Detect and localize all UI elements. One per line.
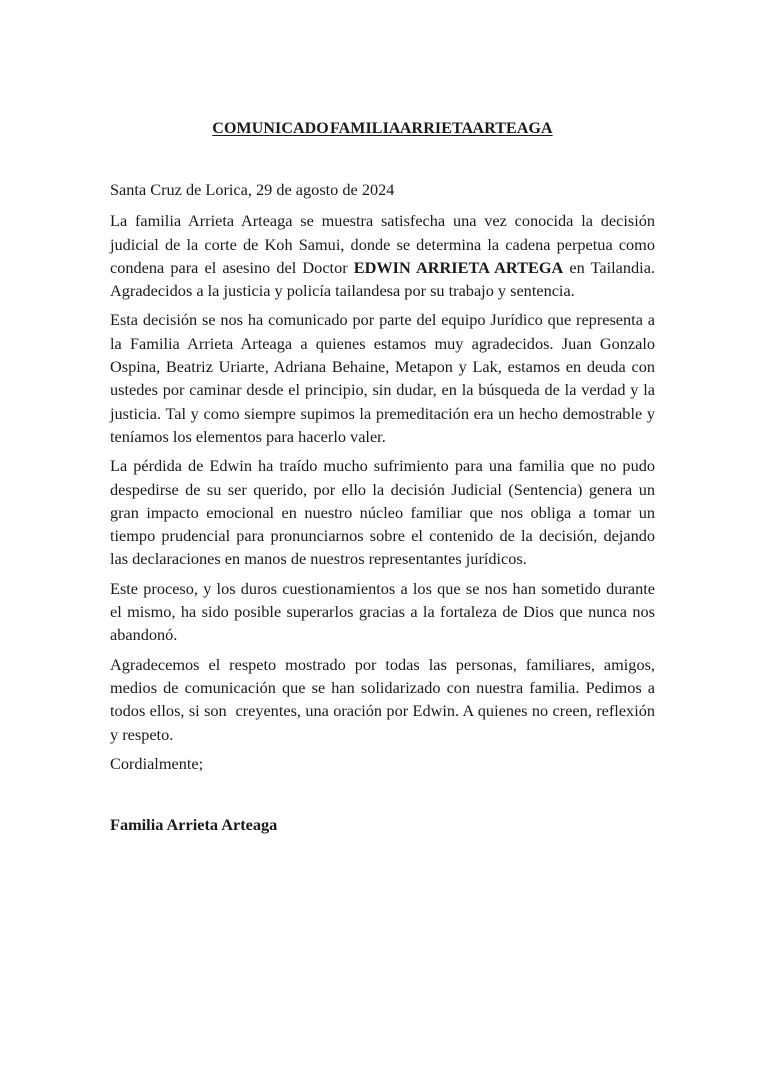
paragraph: [110, 577, 655, 647]
paragraph: [110, 653, 655, 746]
document-body: [110, 209, 655, 746]
text-segment: Agradecemos el respeto mostrado por todas las personas, familiares, amigos, medios de comunicación que se han solidarizado con nuestra familia. Pedimos a todos ellos, si son creyentes, una oración por Edwin. A quienes no creen, reflexión y respeto.: [110, 654, 655, 744]
signature-line: Familia Arrieta Arteaga: [110, 815, 278, 835]
closing-line: Cordialmente;: [110, 753, 204, 773]
paragraph: [110, 308, 655, 448]
text-segment: en Tailandia. Agradecidos a la justicia y policía tailandesa por su trabajo y sentencia.: [110, 257, 655, 301]
text-segment: La familia Arrieta Arteaga se muestra satisfecha una vez conocida la decisión judicial de la corte de Koh Samui, donde se determina la cadena perpetua como condena para el asesino del Doctor: [110, 211, 655, 277]
document-title: COMUNICADO FAMILIA ARRIETA ARTEAGA: [212, 120, 553, 137]
bold-text-segment: EDWIN ARRIETA ARTEGA: [353, 257, 564, 277]
paragraph: [110, 209, 655, 302]
paragraph: [110, 454, 655, 570]
text-segment: La pérdida de Edwin ha traído mucho sufrimiento para una familia que no pudo despedirse de su ser querido, por ello la decisión Judicial (Sentencia) genera un gran impacto emocional en nuestro núcleo familiar que nos obliga a tomar un tiempo prudencial para pronunciarnos sobre el contenido de la decisión, dejando las declaraciones en manos de nuestros representantes jurídicos.: [110, 456, 655, 569]
text-segment: Este proceso, y los duros cuestionamientos a los que se nos han sometido durante el mismo, ha sido posible superarlos gracias a la fortaleza de Dios que nunca nos abandonó.: [110, 578, 655, 645]
text-segment: Esta decisión se nos ha comunicado por parte del equipo Jurídico que representa a la Familia Arrieta Arteaga a quienes estamos muy agradecidos. Juan Gonzalo Ospina, Beatriz Uriarte, Adriana Behaine, Metapon y Lak, estamos en deuda con ustedes por caminar desde el principio, sin dudar, en la búsqueda de la verdad y la justicia. Tal y como siempre supimos la premeditación era un hecho demostrable y teníamos los elementos para hacerlo valer.: [110, 310, 655, 446]
dateline: Santa Cruz de Lorica, 29 de agosto de 2024: [110, 180, 395, 199]
